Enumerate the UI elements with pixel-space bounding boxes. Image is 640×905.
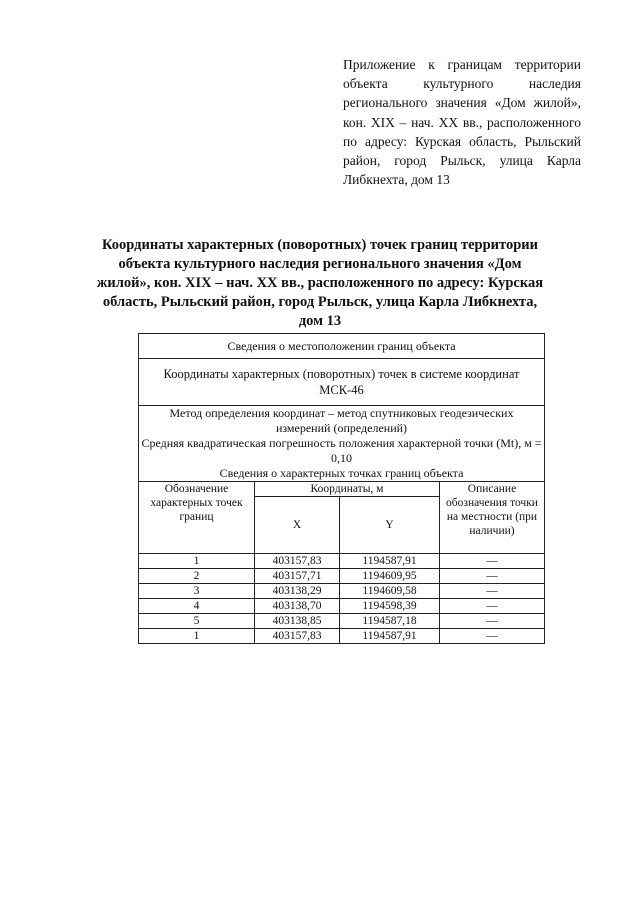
x-value: 403157,83 (255, 554, 340, 569)
table-row (139, 569, 545, 584)
table-row (139, 614, 545, 629)
column-header-row (139, 482, 545, 497)
crs-header: Координаты характерных (поворотных) точек в системе координат МСК-46 (139, 359, 545, 406)
y-header: Y (340, 497, 440, 554)
designation-header: Обозначение характерных точек границ (139, 482, 255, 554)
point-number: 2 (139, 569, 255, 584)
x-value: 403157,83 (255, 629, 340, 644)
y-value: 1194609,95 (340, 569, 440, 584)
x-value: 403138,85 (255, 614, 340, 629)
description-value: — (440, 599, 545, 614)
appendix-note: Приложение к границам территории объекта культурного наследия регионального значения «Дом жилой», кон. XIX – нач. XX вв., расположенного по адресу: Курская область, Рыльский район, город Рыльск, улица Карла Либкнехта, дом 13 (343, 57, 581, 188)
table-row (139, 599, 545, 614)
accuracy-text: Средняя квадратическая погрешность положения характерной точки (Mt), м = 0,10 (141, 436, 542, 465)
section-header-row (139, 334, 545, 359)
y-value: 1194598,39 (340, 599, 440, 614)
y-value: 1194609,58 (340, 584, 440, 599)
x-value: 403138,29 (255, 584, 340, 599)
point-number: 4 (139, 599, 255, 614)
method-row (139, 406, 545, 482)
x-header: X (255, 497, 340, 554)
description-value: — (440, 569, 545, 584)
y-value: 1194587,18 (340, 614, 440, 629)
coords-header: Координаты, м (255, 482, 440, 497)
description-value: — (440, 554, 545, 569)
y-value: 1194587,91 (340, 629, 440, 644)
method-cell (139, 406, 545, 482)
coordinates-table (138, 333, 545, 644)
x-value: 403157,71 (255, 569, 340, 584)
document-title: Координаты характерных (поворотных) точек границ территории объекта культурного наследия регионального значения «Дом жилой», кон. XIX – нач. XX вв., расположенного по адресу: Курская область, Рыльский район, город Рыльск, улица Карла Либкнехта, дом 13 (96, 237, 544, 329)
point-number: 1 (139, 629, 255, 644)
crs-header-row (139, 359, 545, 406)
table-row (139, 554, 545, 569)
section-header: Сведения о местоположении границ объекта (139, 334, 545, 359)
table-row (139, 629, 545, 644)
description-header: Описание обозначения точки на местности (при наличии) (440, 482, 545, 554)
points-header: Сведения о характерных точках границ объекта (219, 466, 464, 480)
description-value: — (440, 584, 545, 599)
y-value: 1194587,91 (340, 554, 440, 569)
point-number: 3 (139, 584, 255, 599)
method-text: Метод определения координат – метод спутниковых геодезических измерений (определений) (169, 406, 514, 435)
point-number: 1 (139, 554, 255, 569)
description-value: — (440, 614, 545, 629)
table-row (139, 584, 545, 599)
description-value: — (440, 629, 545, 644)
point-number: 5 (139, 614, 255, 629)
x-value: 403138,70 (255, 599, 340, 614)
